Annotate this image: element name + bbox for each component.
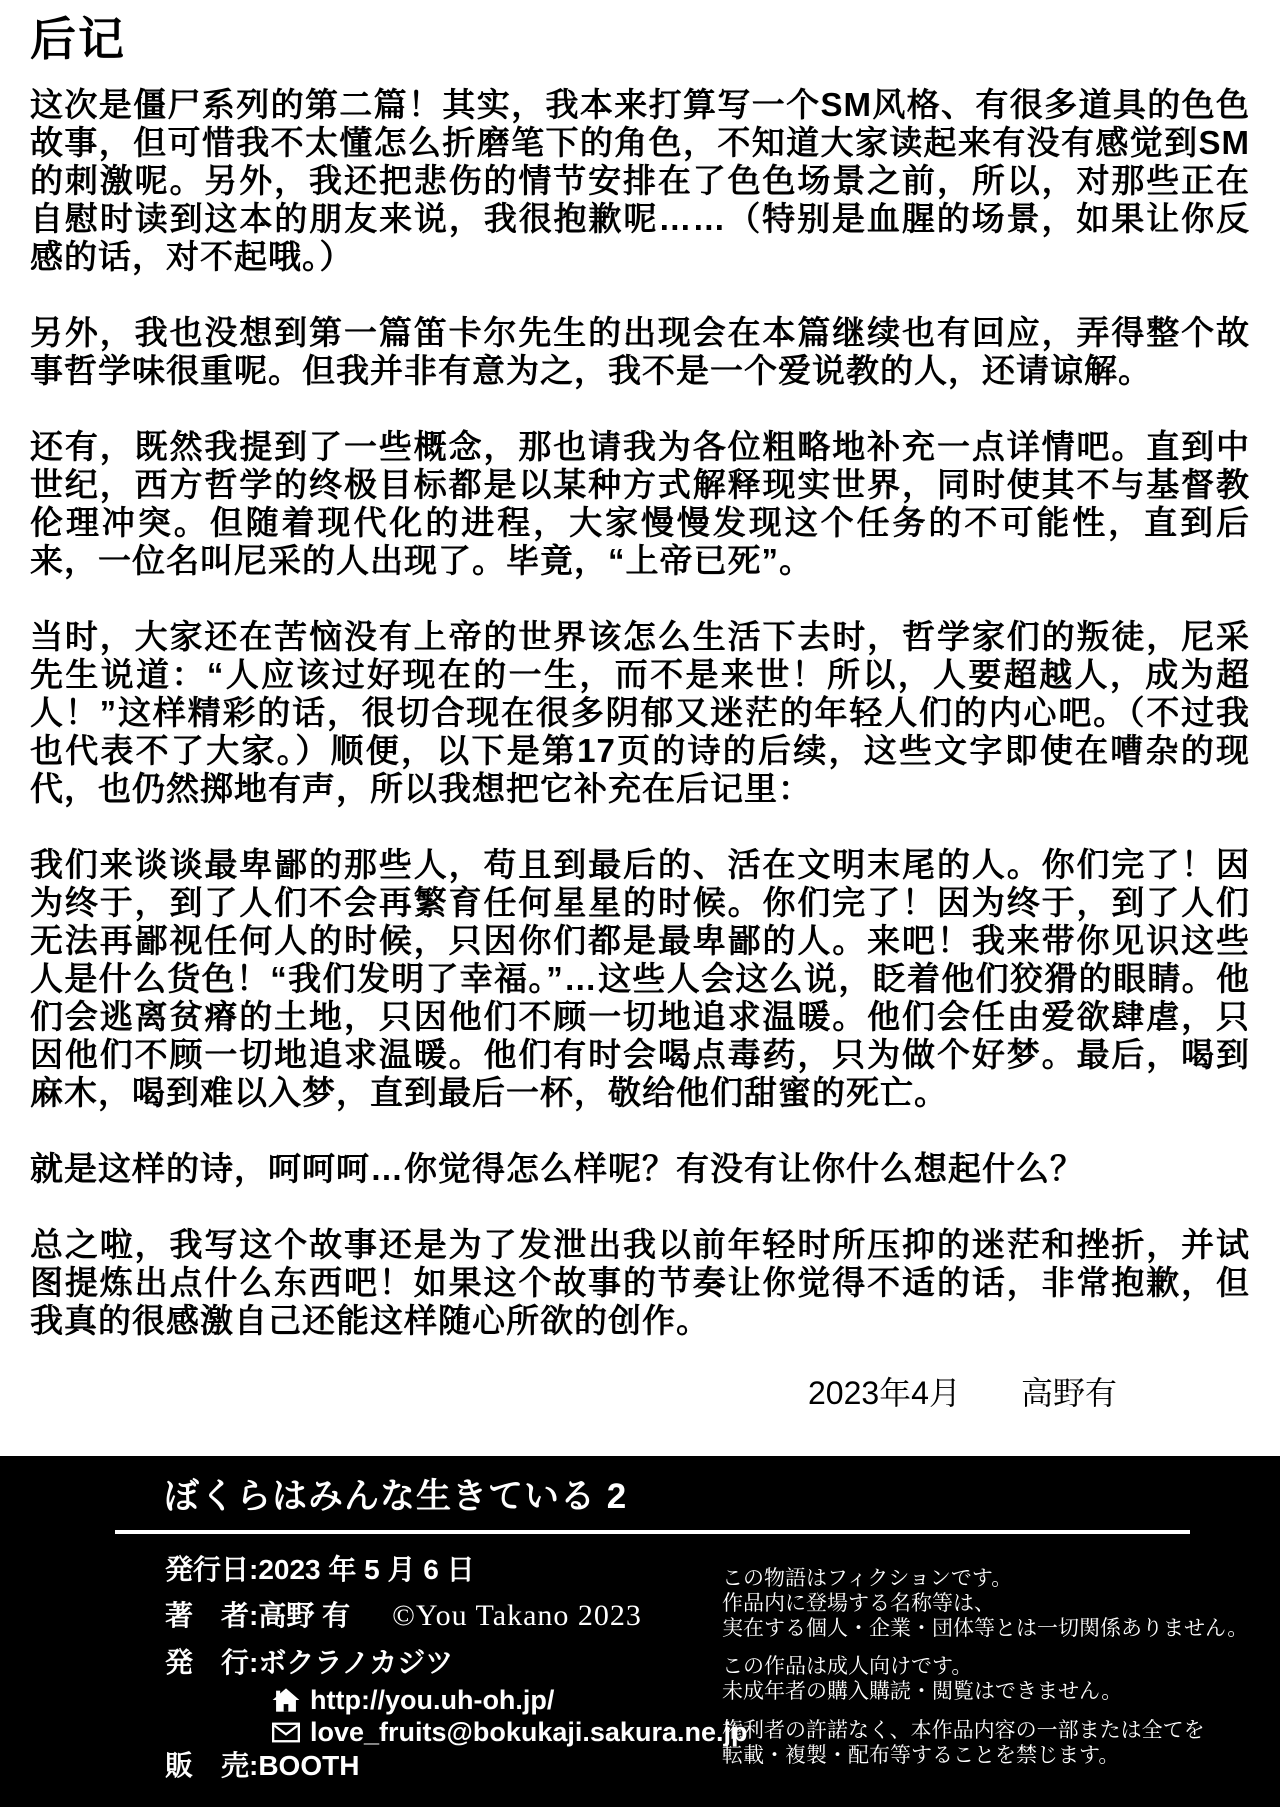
signature-line (30, 1376, 1250, 1410)
rights-notice-line-2: 転載・複製・配布等することを禁じます。 (722, 1744, 1120, 1767)
signature-date: 2023年4月 (807, 1375, 961, 1411)
rights-notice (722, 1718, 1205, 1768)
afterword-paragraph-1: 这次是僵尸系列的第二篇！其实，我本来打算写一个SM风格、有很多道具的色色故事，但可惜我不太懂怎么折磨笔下的角色，不知道大家读起来有没有感觉到SM的刺激呢。另外，我还把悲伤的情节安排在了色色场景之前，所以，对那些正在自慰时读到这本的朋友来说，我很抱歉呢……（特别是血腥的场景，如果让你反感的话，对不起哦。） (30, 86, 1250, 275)
adult-notice (722, 1654, 1122, 1704)
author-row (165, 1600, 642, 1632)
afterword-paragraph-5: 我们来谈谈最卑鄙的那些人，苟且到最后的、活在文明末尾的人。你们完了！因为终于，到了人们不会再繁育任何星星的时候。你们完了！因为终于，到了人们无法再鄙视任何人的时候，只因你们都是最卑鄙的人。来吧！我来带你见识这些人是什么货色！“我们发明了幸福。”…这些人会这么说，眨着他们狡猾的眼睛。他们会逃离贫瘠的土地，只因他们不顾一切地追求温暖。他们会任由爱欲肆虐，只因他们不顾一切地追求温暖。他们有时会喝点毒药，只为做个好梦。最后，喝到麻木，喝到难以入梦，直到最后一杯，敬给他们甜蜜的死亡。 (30, 846, 1250, 1111)
signature-author: 高野有 (1020, 1375, 1117, 1411)
author-name: 著 者:高野 有 (165, 1600, 351, 1631)
home-icon (272, 1687, 300, 1713)
rights-notice-line-1: 権利者の許諾なく、本作品内容の一部または全てを (722, 1719, 1205, 1742)
book-title: ぼくらはみんな生きている 2 (164, 1477, 628, 1516)
colophon (0, 1456, 1280, 1807)
afterword-paragraph-2: 另外，我也没想到第一篇笛卡尔先生的出现会在本篇继续也有回应，弄得整个故事哲学味很重呢。但我并非有意为之，我不是一个爱说教的人，还请谅解。 (30, 314, 1250, 389)
email-address: love_fruits@bokukaji.sakura.ne.jp (310, 1717, 748, 1747)
mail-icon (272, 1722, 300, 1743)
fiction-notice (722, 1566, 1248, 1641)
afterword-paragraph-7: 总之啦，我写这个故事还是为了发泄出我以前年轻时所压抑的迷茫和挫折，并试图提炼出点什么东西吧！如果这个故事的节奏让你觉得不适的话，非常抱歉，但我真的很感激自己还能这样随心所欲的创作。 (30, 1226, 1250, 1339)
fiction-notice-line-3: 実在する個人・企業・団体等とは一切関係ありません。 (722, 1617, 1249, 1640)
afterword-paragraph-3: 还有，既然我提到了一些概念，那也请我为各位粗略地补充一点详情吧。直到中世纪，西方哲学的终极目标都是以某种方式解释现实世界，同时使其不与基督教伦理冲突。但随着现代化的进程，大家慢慢发现这个任务的不可能性，直到后来，一位名叫尼采的人出现了。毕竟，“上帝已死”。 (30, 428, 1250, 579)
afterword-paragraph-6: 就是这样的诗，呵呵呵…你觉得怎么样呢？有没有让你什么想起什么？ (30, 1150, 1084, 1187)
fiction-notice-line-1: この物語はフィクションです。 (722, 1567, 1013, 1590)
afterword-paragraph-4: 当时，大家还在苦恼没有上帝的世界该怎么生活下去时，哲学家们的叛徒，尼采先生说道：“人应该过好现在的一生，而不是来世！所以，人要超越人，成为超人！”这样精彩的话，很切合现在很多阴郁又迷茫的年轻人们的内心吧。（不过我也代表不了大家。）顺便，以下是第17页的诗的后续，这些文字即使在嘈杂的现代，也仍然掷地有声，所以我想把它补充在后记里： (30, 618, 1250, 807)
adult-notice-line-2: 未成年者の購入購読・閲覧はできません。 (722, 1680, 1123, 1703)
page-title: 后记 (30, 13, 126, 65)
email-row (272, 1716, 747, 1748)
copyright-credit: ©You Takano 2023 (392, 1599, 642, 1632)
seller-row: 販 売:BOOTH (165, 1750, 360, 1781)
fiction-notice-line-2: 作品内に登場する名称等は、 (722, 1592, 995, 1615)
adult-notice-line-1: この作品は成人向けです。 (722, 1655, 973, 1678)
website-url: http://you.uh-oh.jp/ (310, 1685, 555, 1715)
publish-date-row: 発行日:2023 年 5 月 6 日 (165, 1554, 475, 1585)
title-divider (115, 1530, 1190, 1534)
website-row (272, 1684, 554, 1716)
publisher-row: 発 行:ボクラノカジツ (165, 1647, 454, 1678)
